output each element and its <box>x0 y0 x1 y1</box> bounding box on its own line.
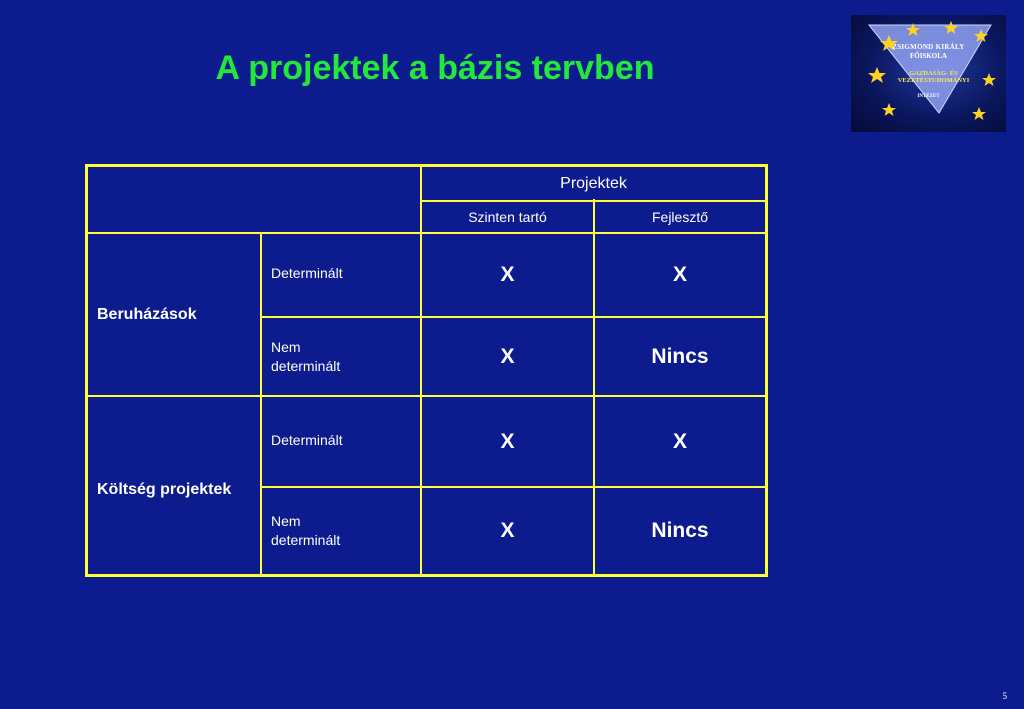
row-type-label: Determinált <box>271 432 343 448</box>
star-icon <box>882 103 896 116</box>
column-header-fejleszto: Fejlesztő <box>651 209 709 225</box>
row-type-label: Determinált <box>271 265 343 281</box>
row-type-label: Nem determinált <box>271 513 341 548</box>
row-type-label: Nem determinált <box>271 338 341 374</box>
table-cell-value: X <box>672 263 687 286</box>
logo-triangle <box>869 25 991 113</box>
header-projektek: Projektek <box>560 174 627 192</box>
slide-title: A projektek a bázis tervben <box>215 49 655 87</box>
logo-text-line2: FŐISKOLA <box>910 52 947 60</box>
table-cell-value: Nincs <box>651 519 709 542</box>
table-cell-value: X <box>500 263 515 286</box>
logo-text-line1: ZSIGMOND KIRÁLY <box>892 43 965 51</box>
logo-text-line3: GAZDASÁG- ÉS VEZETÉSTUDOMÁNYI <box>897 70 970 84</box>
table-cell-value: Nincs <box>651 344 709 368</box>
table-cell-value: X <box>500 429 515 453</box>
table-cell-value: X <box>500 344 515 368</box>
group-label-koltseg-projektek: Költség projektek <box>97 481 232 498</box>
page-number: 5 <box>1002 691 1007 701</box>
projects-table <box>85 164 768 577</box>
star-icon <box>972 107 986 120</box>
logo-text-line4: INTÉZET <box>917 94 940 99</box>
table-cell-value: X <box>500 519 515 542</box>
column-header-szinten-tarto: Szinten tartó <box>468 209 547 225</box>
institution-logo <box>851 15 1006 132</box>
group-label-beruhazasok: Beruházások <box>97 306 197 323</box>
table-cell-value: X <box>672 429 687 453</box>
